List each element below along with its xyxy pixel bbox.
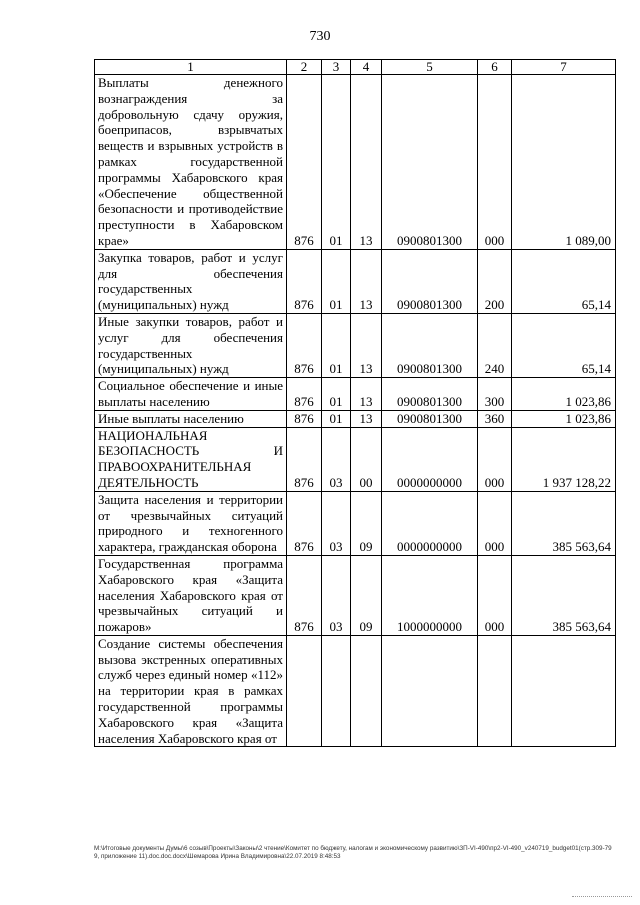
table-row	[95, 555, 616, 635]
row-section-code: 01	[322, 410, 351, 427]
row-subsection-code: 00	[351, 427, 382, 491]
row-name: Создание системы обеспечения вызова экстренных оперативных служб через единый номер «112» на территории края в рамках государственной программы Хабаровского края «Защита населения Хабаровского края от	[95, 635, 287, 747]
table-row	[95, 491, 616, 555]
row-admin-code: 876	[287, 313, 322, 377]
row-admin-code: 876	[287, 427, 322, 491]
row-admin-code: 876	[287, 75, 322, 250]
row-target-code: 0900801300	[382, 75, 478, 250]
row-target-code: 0900801300	[382, 249, 478, 313]
column-header: 2	[287, 60, 322, 75]
row-section-code: 01	[322, 249, 351, 313]
row-section-code: 03	[322, 427, 351, 491]
row-target-code: 0000000000	[382, 491, 478, 555]
row-name: Закупка товаров, работ и услуг для обеспечения государственных (муниципальных) нужд	[95, 249, 287, 313]
table-row	[95, 410, 616, 427]
row-section-code: 03	[322, 555, 351, 635]
table-row	[95, 249, 616, 313]
row-name: Выплаты денежного вознаграждения за добровольную сдачу оружия, боеприпасов, взрывчатых веществ и взрывных устройств в рамках государственной программы Хабаровского края «Обеспечение общественной безопасности и противодействие преступности в Хабаровском крае»	[95, 75, 287, 250]
table-row	[95, 313, 616, 377]
row-subsection-code: 13	[351, 249, 382, 313]
row-name: Государственная программа Хабаровского края «Защита населения Хабаровского края от чрезвычайных ситуаций и пожаров»	[95, 555, 287, 635]
table-header-row	[95, 60, 616, 75]
row-subsection-code	[351, 635, 382, 747]
column-header: 7	[512, 60, 616, 75]
row-subsection-code: 09	[351, 491, 382, 555]
row-target-code: 1000000000	[382, 555, 478, 635]
row-admin-code: 876	[287, 249, 322, 313]
row-amount: 385 563,64	[512, 491, 616, 555]
table-row	[95, 427, 616, 491]
column-header: 6	[478, 60, 512, 75]
row-subsection-code: 13	[351, 75, 382, 250]
row-name: НАЦИОНАЛЬНАЯ БЕЗОПАСНОСТЬ И ПРАВООХРАНИТЕЛЬНАЯ ДЕЯТЕЛЬНОСТЬ	[95, 427, 287, 491]
row-section-code: 01	[322, 378, 351, 411]
column-header: 3	[322, 60, 351, 75]
row-section-code: 03	[322, 491, 351, 555]
row-section-code: 01	[322, 313, 351, 377]
table-row	[95, 378, 616, 411]
row-target-code	[382, 635, 478, 747]
row-admin-code	[287, 635, 322, 747]
row-target-code: 0900801300	[382, 410, 478, 427]
row-subsection-code: 09	[351, 555, 382, 635]
row-type-code: 300	[478, 378, 512, 411]
table-row	[95, 75, 616, 250]
row-amount: 65,14	[512, 313, 616, 377]
row-amount: 1 023,86	[512, 378, 616, 411]
row-amount: 1 937 128,22	[512, 427, 616, 491]
row-amount: 1 089,00	[512, 75, 616, 250]
row-type-code: 200	[478, 249, 512, 313]
row-subsection-code: 13	[351, 313, 382, 377]
row-admin-code: 876	[287, 555, 322, 635]
row-type-code: 000	[478, 75, 512, 250]
row-target-code: 0000000000	[382, 427, 478, 491]
budget-table	[94, 59, 616, 747]
row-target-code: 0900801300	[382, 378, 478, 411]
row-subsection-code: 13	[351, 410, 382, 427]
row-section-code	[322, 635, 351, 747]
row-name: Иные выплаты населению	[95, 410, 287, 427]
row-type-code: 240	[478, 313, 512, 377]
row-type-code: 360	[478, 410, 512, 427]
corner-mark	[572, 896, 632, 899]
row-amount: 1 023,86	[512, 410, 616, 427]
row-type-code: 000	[478, 555, 512, 635]
row-name: Иные закупки товаров, работ и услуг для обеспечения государственных (муниципальных) нужд	[95, 313, 287, 377]
row-subsection-code: 13	[351, 378, 382, 411]
row-type-code	[478, 635, 512, 747]
row-amount	[512, 635, 616, 747]
row-admin-code: 876	[287, 378, 322, 411]
column-header: 4	[351, 60, 382, 75]
row-name: Социальное обеспечение и иные выплаты населению	[95, 378, 287, 411]
row-admin-code: 876	[287, 410, 322, 427]
row-target-code: 0900801300	[382, 313, 478, 377]
row-admin-code: 876	[287, 491, 322, 555]
row-name: Защита населения и территории от чрезвычайных ситуаций природного и техногенного характера, гражданская оборона	[95, 491, 287, 555]
row-amount: 385 563,64	[512, 555, 616, 635]
row-amount: 65,14	[512, 249, 616, 313]
row-type-code: 000	[478, 491, 512, 555]
column-header: 1	[95, 60, 287, 75]
page-number: 730	[309, 29, 331, 44]
row-type-code: 000	[478, 427, 512, 491]
row-section-code: 01	[322, 75, 351, 250]
table-row	[95, 635, 616, 747]
column-header: 5	[382, 60, 478, 75]
document-footer-path: M:\Итоговые документы Думы\6 созыв\Проекты\Законы\2 чтение\Комитет по бюджету, налогам и экономическому развитию\ЗП-VI-490\пр2-VI-490_v240719_budget01(стр.309-799, приложение 11).doc.doc.docx\Шемарова Ирина Владимировна\22.07.2019 8:48:53	[94, 845, 612, 860]
